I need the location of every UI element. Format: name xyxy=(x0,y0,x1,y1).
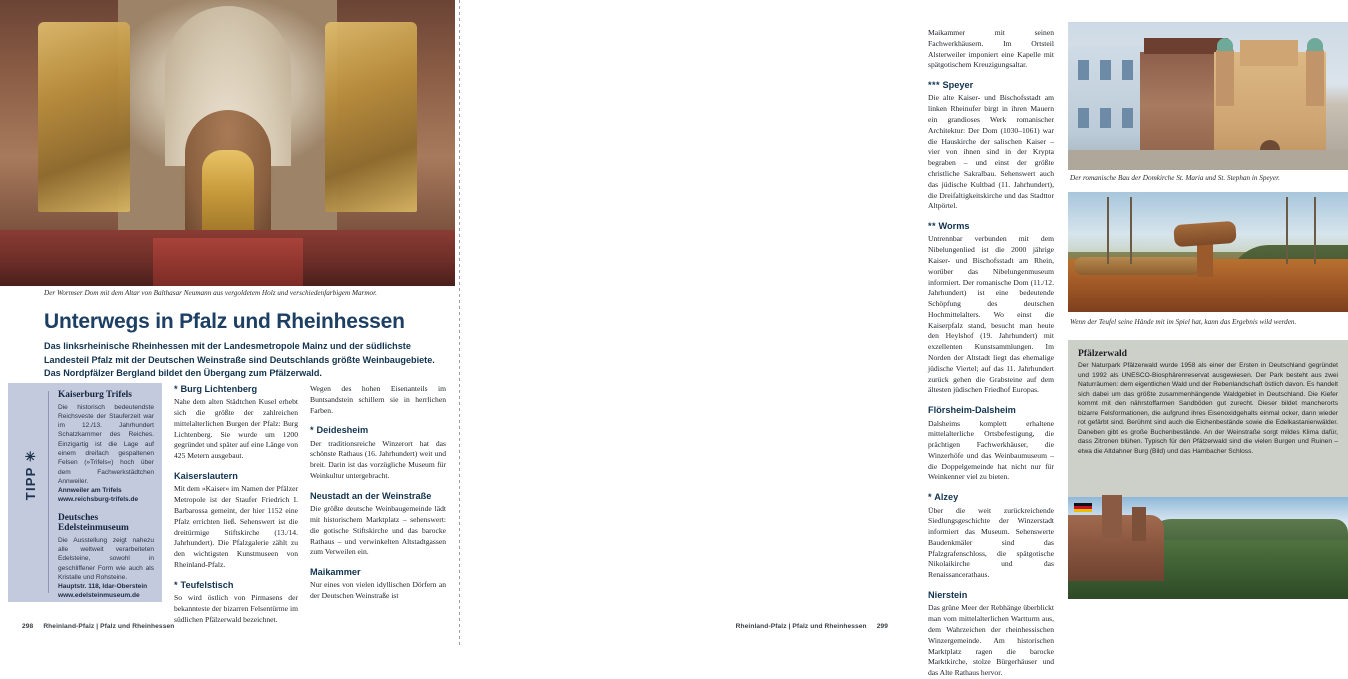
tipp-divider xyxy=(48,391,49,593)
column-lead-text: Wegen des hohen Eisenanteils im Buntsandstein schillern sie in herrlichen Farben. xyxy=(310,384,446,415)
section-text: Die alte Kaiser- und Bischofsstadt am linken Rheinufer birgt in ihren Mauern ein grandioses Werk romanischer Architektur: Der Dom (1030–1061) war die Hauskirche der salischen Kaiser – vier von ihnen sind in der Krypta begraben – und einst der größte christliche Sakralbau. Sehenswert auch das jüdische Kultbad (11. Jahrhundert), die Dreifaltigkeitskirche und das Stadttor Altpörtel. xyxy=(928,93,1054,211)
section-heading-text: Burg Lichtenberg xyxy=(180,384,258,394)
tipp-entry xyxy=(58,513,154,601)
photo-detail xyxy=(202,150,254,238)
section-heading-text: Nierstein xyxy=(928,590,968,601)
left-column-a xyxy=(174,384,298,625)
section-text: Der traditionsreiche Winzerort hat das schönste Rathaus (16. Jahrhundert) weit und breit. Darin ist das vorzügliche Museum für Weinkultur untergebracht. xyxy=(310,438,446,481)
tipp-entry-text: Die Ausstellung zeigt nahezu alle weltweit verarbeiteten Edelsteine, sowohl in geschliffener Form wie auch als Kristalle und Rohsteine. xyxy=(58,536,154,581)
tipp-entry-address: Annweiler am Trifels xyxy=(58,487,122,495)
section-heading xyxy=(928,590,1054,601)
teufelstisch-photo-caption: Wenn der Teufel seine Hände mit im Spiel hat, kann das Ergebnis wild werden. xyxy=(1070,318,1297,326)
tipp-entries xyxy=(58,390,154,601)
star-rating: * xyxy=(174,579,178,590)
info-box-title: Pfälzerwald xyxy=(1078,348,1128,359)
photo-detail xyxy=(1132,507,1146,541)
tipp-entry-title: Deutsches Edelsteinmuseum xyxy=(58,512,129,534)
section-heading xyxy=(310,425,446,436)
section-text: Nur eines von vielen idyllischen Dörfern an der Deutschen Weinstraße ist xyxy=(310,580,446,601)
tipp-entry-website[interactable]: www.reichsburg-trifels.de xyxy=(58,496,139,504)
teufelstisch-photo xyxy=(1068,192,1348,312)
page-title: Unterwegs in Pfalz und Rheinhessen xyxy=(44,310,405,333)
section-text: Dalsheims komplett erhaltene mittelalterliche Ortsbefestigung, die prächtigen Fachwerkhäuser, die Winzerhöfe und das Weinbaumuseum – die Doppelgemeinde hat nicht nur für Weinkenner viel zu bieten. xyxy=(928,418,1054,482)
section-text: So wird östlich von Pirmasens der bekannteste der bizarren Felsentürme im südlichen Pfälzerwald bezeichnet. xyxy=(174,593,298,624)
left-page xyxy=(0,0,460,648)
star-rating: * xyxy=(928,492,932,503)
section-text: Untrennbar verbunden mit dem Nibelungenlied ist die 2000 jährige Kaiser- und Bischofsstadt am Rhein, worüber das Nibelungenmuseum informiert. Der romanische Dom (11./12. Jahrhundert) ist eine bedeutende Schöpfung des deutschen Hochmittelalters. Wo einst die Kaiserpfalz stand, besucht man heute den Heylshof (19. Jahrhundert) mit exzellenten Kunstsammlungen. Im Norden der Altstadt liegt das ehemalige jüdische Viertel; auf das 11. Jahrhundert zurück gehen die Grabsteine auf dem ältesten jüdischen Friedhof Europas. xyxy=(928,234,1054,395)
section-heading xyxy=(310,567,446,578)
section-text: Nahe dem alten Städtchen Kusel erhebt sich die größte der zahlreichen mittelalterlichen Burgen der Pfalz: Burg Lichtenberg. Sie wurde um 1200 gegründet und später auf eine Länge von 425 Metern ausgebaut. xyxy=(174,397,298,461)
section-heading xyxy=(928,492,1054,503)
altdahner-burg-photo xyxy=(1068,497,1348,599)
section-heading xyxy=(928,80,1054,91)
photo-detail xyxy=(1102,495,1122,541)
running-head: Rheinland-Pfalz | Pfalz und Rheinhessen xyxy=(735,623,867,630)
left-column-b xyxy=(310,384,446,602)
star-rating: * xyxy=(174,384,178,394)
speyer-photo-caption: Der romanische Bau der Domkirche St. Maria und St. Stephan in Speyer. xyxy=(1070,174,1280,182)
section-heading-text: Teufelstisch xyxy=(180,579,234,590)
section-heading-text: Flörsheim-Dalsheim xyxy=(928,405,1016,416)
right-page xyxy=(460,0,1338,678)
section-heading-text: Speyer xyxy=(942,80,974,91)
photo-detail xyxy=(38,22,130,212)
tipp-entry-title: Kaiserburg Trifels xyxy=(58,390,132,400)
section-heading xyxy=(310,491,446,502)
photo-detail xyxy=(1074,257,1203,275)
section-heading xyxy=(174,580,298,591)
section-heading-text: Deidesheim xyxy=(316,425,369,436)
star-rating: ** xyxy=(928,221,936,232)
section-heading xyxy=(174,384,298,395)
info-box-text: Der Naturpark Pfälzerwald wurde 1958 als einer der Ersten in Deutschland gegründet und 1992 als UNESCO-Biosphärenreservat ausgewiesen. Der Park besteht aus zwei Naturräumen: dem eigentlichen Wald und der Rebenlandschaft östlich davon. Es handelt sich dabei um das größte zusammenhängende Waldgebiet in Deutschland. Die Kiefer kommt mit den nährstoffarmen Sandböden gut zurecht. Dieser bildet mancherorts bizarre Felsformationen, die aufgrund ihres Eisenoxidgehalts einmal ocker, dann wieder rot gefärbt sind. Berühmt sind auch die Eichenbestände sowie die Edelkastanienwälder. Daneben gibt es große Buchenbestände. An der Weinstraße sorgt mildes Klima dafür, dass Zitronen blühen. Typisch für den Pfälzerwald sind die vielen Burgen und Ruinen – etwa die Altdahner Burg (Bild) und das Hambacher Schloss. xyxy=(1078,362,1338,455)
worms-cathedral-interior-photo xyxy=(0,0,455,286)
section-text: Die größte deutsche Weinbaugemeinde lädt mit historischem Marktplatz – sehenswert: die gotische Stiftskirche und das barocke Rathaus – und verwinkelten Altstadtgassen zum Verweilen ein. xyxy=(310,504,446,557)
photo-detail xyxy=(1174,221,1237,247)
section-heading xyxy=(928,221,1054,232)
photo-detail xyxy=(1068,150,1348,170)
page-number: 299 xyxy=(876,623,888,630)
star-rating: *** xyxy=(928,80,940,91)
flag-icon xyxy=(1074,503,1092,512)
right-page-footer xyxy=(736,623,888,630)
section-text: Mit dem »Kaiser« im Namen der Pfälzer Metropole ist der Staufer Friedrich I. Barbarossa gemeint, der hier 1152 eine Pfalz errichten ließ. Sehenswert ist die dreitürmige Stiftskirche (13./14. Jahrhundert). Die Pfalzgalerie zählt zu den wichtigsten Kunstmuseen von Rheinland-Pfalz. xyxy=(174,484,298,569)
section-heading-text: Worms xyxy=(938,221,970,232)
star-rating: * xyxy=(310,425,314,436)
section-heading-text: Kaiserslautern xyxy=(174,471,238,482)
section-heading-text: Alzey xyxy=(934,492,959,503)
tipp-entry-address: Hauptstr. 118, Idar-Oberstein xyxy=(58,583,148,591)
section-heading-text: Neustadt an der Weinstraße xyxy=(310,490,432,501)
tipp-rail-label: TIPP ✳ xyxy=(23,449,38,501)
spacer xyxy=(58,505,154,513)
right-column xyxy=(928,28,1054,679)
tipp-entry-text: Die historisch bedeutendste Reichsveste der Stauferzeit war im 12./13. Jahrhundert Schatzkammer des Reiches. Einzigartig ist die Lage auf einem dreifach gespaltenen Felsen (»Trifels«) hoch über dem Fachwerkstädtchen Annweiler. xyxy=(58,403,154,485)
section-heading-text: Maikammer xyxy=(310,567,361,578)
tipp-entry xyxy=(58,390,154,505)
tipp-entry-website[interactable]: www.edelsteinmuseum.de xyxy=(58,592,140,600)
photo-detail xyxy=(153,238,303,286)
page-standfirst: Das linksrheinische Rheinhessen mit der Landesmetropole Mainz und der südlichste Landesteil Pfalz mit der Deutschen Weinstraße sind Deutschlands größte Weinbaugebiete. Das Nordpfälzer Bergland bildet den Übergang zum Pfälzerwald. xyxy=(44,341,435,379)
hero-photo-caption: Der Wormser Dom mit dem Altar von Balthasar Neumann aus vergoldetem Holz und verschiedenfarbigem Marmor. xyxy=(44,289,377,297)
running-head: Rheinland-Pfalz | Pfalz und Rheinhessen xyxy=(43,623,175,630)
photo-detail xyxy=(325,22,417,212)
tipp-box xyxy=(8,383,162,602)
speyer-cathedral-photo xyxy=(1068,22,1348,170)
tipp-rail xyxy=(18,391,44,591)
left-page-footer xyxy=(22,623,174,630)
column-lead-text: Maikammer mit seinen Fachwerkhäusern. Im Ortsteil Alsterweiler imponiert eine Kapelle mit spätgotischem Kreuzigungsaltar. xyxy=(928,28,1054,70)
section-text: Das grüne Meer der Rebhänge überblickt man vom mittelalterlichen Wartturm aus, dem Wahrzeichen der rheinhessischen Winzergemeinde. Am historischen Marktplatz ragen die barocke Marktkirche, stolze Bürgerhäuser und das Alte Rathaus hervor. xyxy=(928,603,1054,678)
section-heading xyxy=(174,471,298,482)
page-number: 298 xyxy=(22,623,34,630)
section-heading xyxy=(928,405,1054,416)
section-text: Über die weit zurückreichende Siedlungsgeschichte der Winzerstadt informiert das Museum. Sehenswerte Baudenkmäler sind das Pfalzgrafenschloss, die spätgotische Nikolaikirche und das Renaissancerathaus. xyxy=(928,505,1054,580)
